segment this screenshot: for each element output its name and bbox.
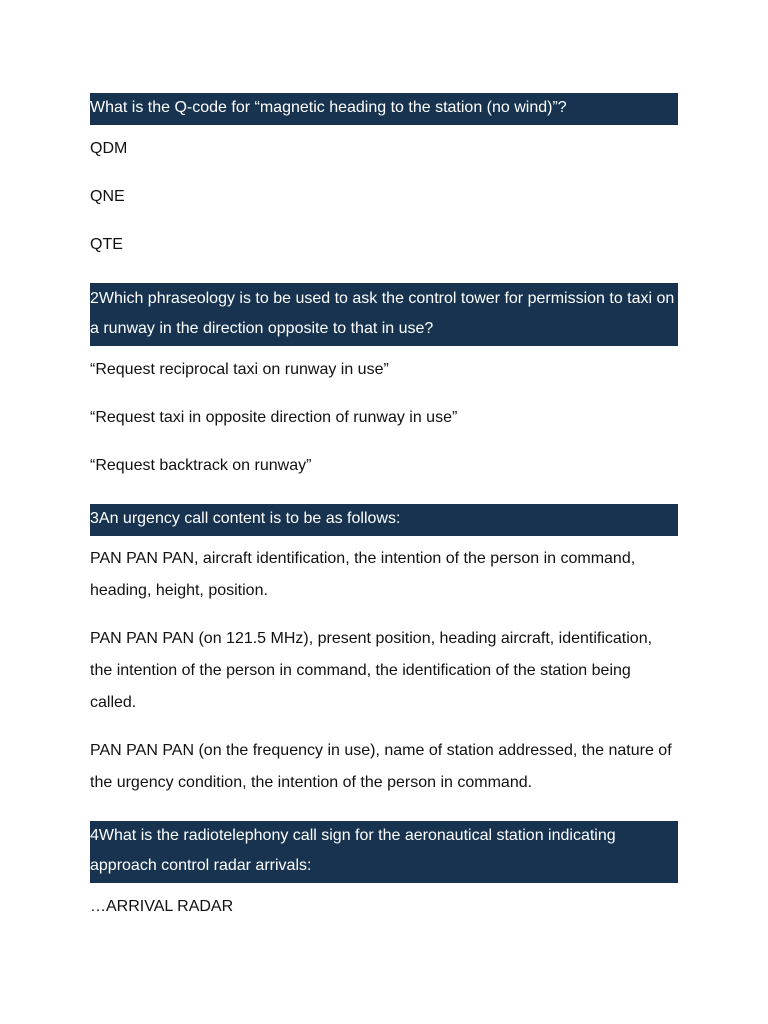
question-4: 4What is the radiotelephony call sign for the aeronautical station indicating approach control radar arrivals: xyxy=(90,821,678,883)
question-1-option-1: QDM xyxy=(90,140,128,157)
question-2-option-1: “Request reciprocal taxi on runway in use” xyxy=(90,361,389,378)
quiz-document xyxy=(90,93,678,923)
question-4-option-1: …ARRIVAL RADAR xyxy=(90,898,234,915)
question-2-option-3: “Request backtrack on runway” xyxy=(90,457,312,474)
question-2: 2Which phraseology is to be used to ask the control tower for permission to taxi on a runway in the direction opposite to that in use? xyxy=(90,283,678,346)
question-2-option-2: “Request taxi in opposite direction of runway in use” xyxy=(90,409,458,426)
question-3-option-2: PAN PAN PAN (on 121.5 MHz), present position, heading aircraft, identification, the intention of the person in command, the identification of the station being called. xyxy=(90,630,653,711)
question-3-option-3: PAN PAN PAN (on the frequency in use), name of station addressed, the nature of the urgency condition, the intention of the person in command. xyxy=(90,742,672,791)
question-1-option-3: QTE xyxy=(90,236,123,253)
question-3-option-1: PAN PAN PAN, aircraft identification, the intention of the person in command, heading, height, position. xyxy=(90,550,636,599)
question-1: What is the Q-code for “magnetic heading to the station (no wind)”? xyxy=(90,93,678,125)
question-3: 3An urgency call content is to be as follows: xyxy=(90,504,678,536)
question-1-option-2: QNE xyxy=(90,188,125,205)
